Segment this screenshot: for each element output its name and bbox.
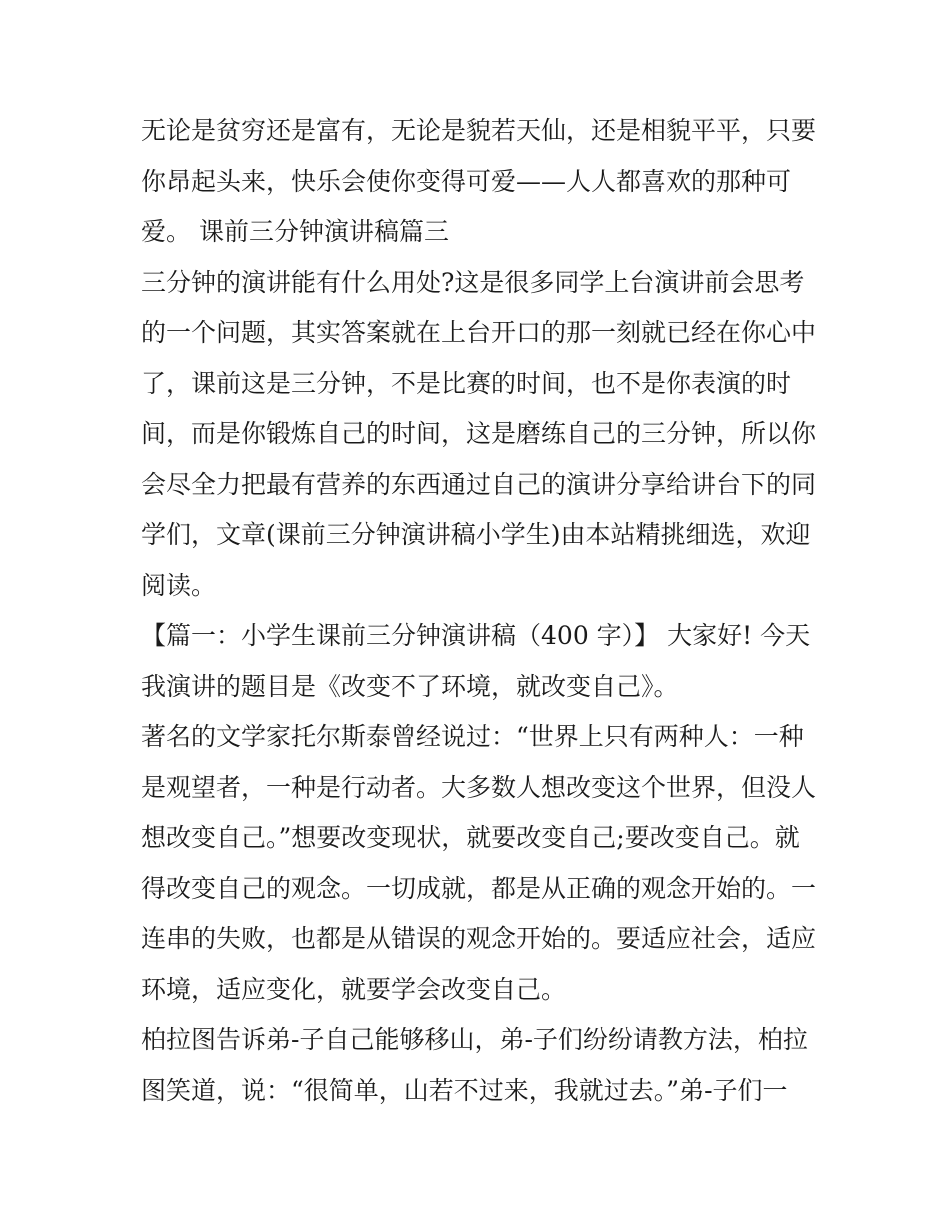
text-line: 学们，文章(课前三分钟演讲稿小学生)由本站精挑细选，欢迎 <box>141 520 811 549</box>
text-line: 得改变自己的观念。一切成就，都是从正确的观念开始的。一 <box>141 873 817 903</box>
document-body <box>141 106 821 1116</box>
text-line: 爱。 课前三分钟演讲稿篇三 <box>141 217 449 246</box>
text-line: 著名的文学家托尔斯泰曾经说过：“世界上只有两种人：一种 <box>141 722 804 751</box>
text-line: 【篇一：小学生课前三分钟演讲稿（400 字）】 大家好! 今天 <box>141 621 811 650</box>
text-line: 连串的失败，也都是从错误的观念开始的。要适应社会，适应 <box>141 924 817 953</box>
text-line: 会尽全力把最有营养的东西通过自己的演讲分享给讲台下的同 <box>141 469 817 499</box>
text-line: 间，而是你锻炼自己的时间，这是磨练自己的三分钟，所以你 <box>141 419 817 448</box>
text-line: 的一个问题，其实答案就在上台开口的那一刻就已经在你心中 <box>141 318 817 347</box>
text-line: 图笑道，说：“很简单，山若不过来，我就过去。”弟-子们一 <box>141 1075 788 1105</box>
text-line: 我演讲的题目是《改变不了环境，就改变自己》。 <box>141 671 679 701</box>
text-line: 了，课前这是三分钟，不是比赛的时间，也不是你表演的时 <box>141 368 792 398</box>
text-line: 环境，适应变化，就要学会改变自己。 <box>141 974 567 1004</box>
text-line: 你昂起头来，快乐会使你变得可爱——人人都喜欢的那种可 <box>141 166 792 196</box>
text-line: 无论是贫穷还是富有，无论是貌若天仙，还是相貌平平，只要 <box>141 116 817 145</box>
text-line: 阅读。 <box>141 570 217 600</box>
text-line: 三分钟的演讲能有什么用处?这是很多同学上台演讲前会思考 <box>141 267 805 297</box>
text-line: 是观望者，一种是行动者。大多数人想改变这个世界，但没人 <box>141 772 817 802</box>
text-line: 想改变自己。”想要改变现状，就要改变自己;要改变自己。就 <box>141 823 800 852</box>
text-line: 柏拉图告诉弟-子自己能够移山，弟-子们纷纷请教方法，柏拉 <box>141 1025 808 1054</box>
